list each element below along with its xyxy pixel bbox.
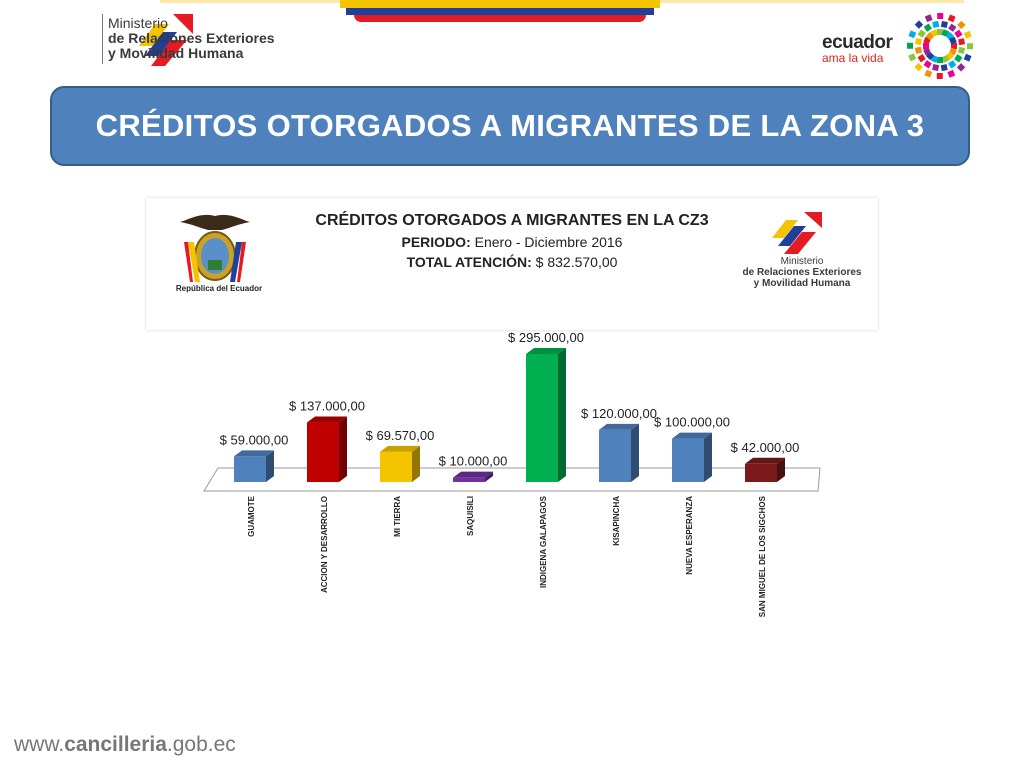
bar — [234, 456, 266, 482]
category-label: SAQUISILI — [466, 496, 475, 537]
data-label: $ 42.000,00 — [730, 439, 800, 455]
data-label: $ 100.000,00 — [654, 414, 730, 430]
page-title: CRÉDITOS OTORGADOS A MIGRANTES DE LA ZONA 3 — [95, 108, 925, 143]
ministry-line-2: de Relaciones Exteriores — [108, 30, 275, 46]
data-label: $ 59.000,00 — [219, 432, 289, 448]
chart-floor — [204, 468, 820, 491]
category-label: KISAPINCHA — [612, 496, 621, 546]
chart-header-panel — [146, 198, 878, 330]
category-label: NUEVA ESPERANZA — [685, 496, 694, 575]
ecuador-brand — [822, 34, 892, 64]
period-value: Enero - Diciembre 2016 — [474, 234, 623, 250]
category-label: MI TIERRA — [393, 496, 402, 537]
bar — [453, 478, 485, 482]
footer-url — [14, 733, 236, 757]
bar-side — [558, 348, 566, 482]
chart-header-title: CRÉDITOS OTORGADOS A MIGRANTES EN LA CZ3 — [315, 212, 709, 229]
data-label: $ 295.000,00 — [508, 330, 584, 345]
data-label: $ 10.000,00 — [438, 453, 508, 469]
tricolor-band — [340, 0, 660, 22]
data-label: $ 69.570,00 — [365, 427, 435, 443]
footer-prefix: www. — [14, 733, 65, 756]
bar-side — [631, 424, 639, 482]
ministry-line-3: y Movilidad Humana — [108, 45, 244, 61]
category-label: GUAMOTE — [247, 496, 256, 537]
bar — [672, 439, 704, 482]
bar — [526, 354, 558, 482]
total-value: $ 832.570,00 — [535, 254, 618, 270]
bar-side — [412, 446, 420, 482]
mini-ministry-name — [732, 256, 872, 289]
bar — [307, 423, 339, 482]
bar — [380, 452, 412, 482]
category-label: ACCION Y DESARROLLO — [320, 496, 329, 594]
bar-side — [704, 433, 712, 482]
brand-tagline: ama la vida — [822, 51, 884, 65]
data-label: $ 120.000,00 — [581, 405, 657, 421]
bar — [745, 464, 777, 482]
mini-ministry-arrow-icon — [766, 208, 826, 260]
bar-chart — [190, 330, 830, 630]
period-label: PERIODO: — [401, 234, 471, 250]
footer-suffix: .gob.ec — [166, 733, 236, 756]
data-label: $ 137.000,00 — [289, 398, 365, 414]
category-label: SAN MIGUEL DE LOS SIGCHOS — [758, 496, 767, 618]
category-label: INDIGENA GALAPAGOS — [539, 496, 548, 589]
ecuador-sun-logo-icon — [900, 6, 980, 86]
title-banner — [50, 86, 970, 166]
republic-label: República del Ecuador — [175, 284, 263, 293]
ministry-separator — [102, 14, 103, 64]
mini-ministry-line-3: y Movilidad Humana — [753, 278, 851, 289]
total-label: TOTAL ATENCIÓN: — [406, 254, 532, 270]
bar-side — [339, 417, 347, 482]
ministry-line-1: Ministerio — [108, 15, 168, 31]
mini-ministry-line-1: Ministerio — [780, 256, 824, 267]
brand-name: ecuador — [822, 32, 893, 53]
ministry-name — [108, 16, 308, 61]
bar — [599, 430, 631, 482]
footer-domain: cancilleria — [64, 733, 167, 756]
mini-ministry-line-2: de Relaciones Exteriores — [742, 267, 862, 278]
